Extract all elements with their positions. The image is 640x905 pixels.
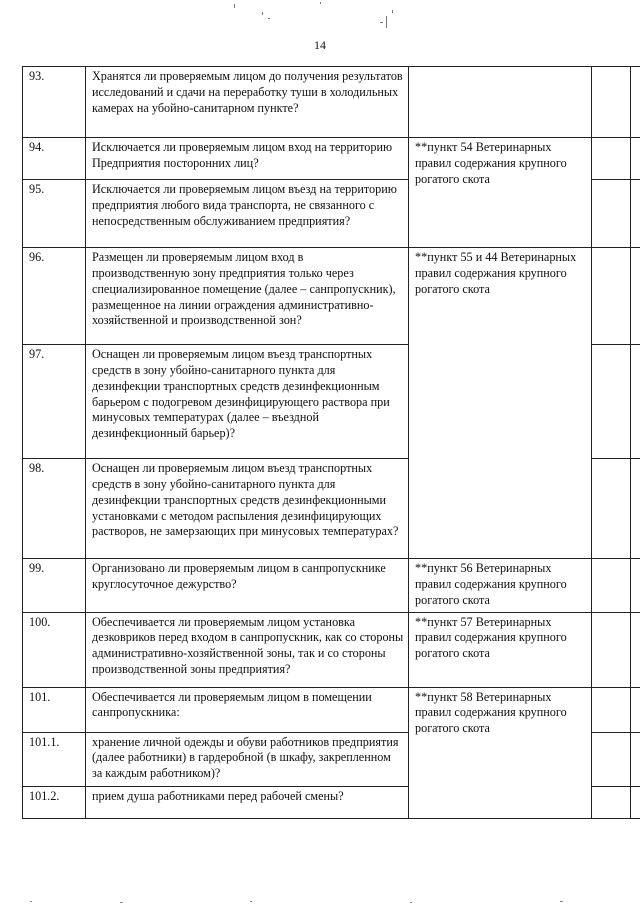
note-cell — [631, 786, 640, 818]
question-text: прием душа работниками перед рабочей смены? — [86, 786, 409, 818]
regulation-reference: **пункт 58 Ветеринарных правил содержания крупного рогатого скота — [415, 689, 567, 736]
answer-cell — [592, 180, 631, 248]
question-text: Организовано ли проверяемым лицом в санпропускнике круглосуточное дежурство? — [86, 559, 409, 613]
row-number: 99. — [23, 559, 86, 613]
answer-cell — [592, 559, 631, 613]
reference-cell — [409, 67, 592, 138]
scan-noise — [0, 0, 640, 30]
question-text: Исключается ли проверяемым лицом въезд на территорию предприятия любого вида транспорта, не связанного с непосредственным обслуживанием предприятия? — [86, 180, 409, 248]
page-number: 14 — [314, 38, 326, 52]
checklist-table — [22, 66, 640, 819]
answer-cell — [592, 687, 631, 732]
reference-cell — [409, 138, 592, 248]
answer-cell — [592, 612, 631, 687]
reference-cell — [409, 559, 592, 613]
regulation-reference: **пункт 56 Ветеринарных правил содержания крупного рогатого скота — [415, 561, 567, 607]
answer-cell — [592, 732, 631, 786]
row-number: 100. — [23, 612, 86, 687]
table-row — [23, 687, 640, 732]
row-number: 101.2. — [23, 786, 86, 818]
answer-cell — [592, 138, 631, 180]
note-cell — [631, 180, 640, 248]
table-row — [23, 138, 640, 180]
regulation-reference: **пункт 55 и 44 Ветеринарных правил содержания крупного рогатого скота — [415, 250, 577, 296]
regulation-reference: **пункт 54 Ветеринарных правил содержания крупного рогатого скота — [415, 140, 567, 186]
table-row — [23, 612, 640, 687]
note-cell — [631, 67, 640, 138]
note-cell — [631, 459, 640, 559]
row-number: 94. — [23, 138, 86, 180]
note-cell — [631, 138, 640, 180]
question-text: Оснащен ли проверяемым лицом въезд транспортных средств в зону убойно-санитарного пункта для дезинфекции транспортных средств дезинфекционными установками с методом распыления дезинфицирующих растворов, не замерзающих при минусовых температурах? — [86, 459, 409, 559]
table-row — [23, 67, 640, 138]
answer-cell — [592, 67, 631, 138]
row-number: 95. — [23, 180, 86, 248]
row-number: 93. — [23, 67, 86, 138]
row-number: 98. — [23, 459, 86, 559]
reference-cell — [409, 687, 592, 818]
row-number: 101. — [23, 687, 86, 732]
question-text: Исключается ли проверяемым лицом вход на территорию Предприятия посторонних лиц? — [86, 138, 409, 180]
table-row — [23, 559, 640, 613]
question-text: хранение личной одежды и обуви работников предприятия (далее работники) в гардеробной (в шкафу, закрепленном за каждым работником)? — [86, 732, 409, 786]
scan-noise-bottom — [0, 892, 640, 905]
reference-cell — [409, 248, 592, 559]
note-cell — [631, 345, 640, 459]
row-number: 101.1. — [23, 732, 86, 786]
note-cell — [631, 248, 640, 345]
note-cell — [631, 687, 640, 732]
row-number: 97. — [23, 345, 86, 459]
regulation-reference: **пункт 57 Ветеринарных правил содержания крупного рогатого скота — [415, 614, 567, 661]
note-cell — [631, 612, 640, 687]
reference-cell — [409, 612, 592, 687]
question-text: Хранятся ли проверяемым лицом до получения результатов исследований и сдачи на переработку туши в холодильных камерах на убойно-санитарном пункте? — [86, 67, 409, 138]
checklist-table-wrap — [22, 66, 619, 881]
question-text: Оснащен ли проверяемым лицом въезд транспортных средств в зону убойно-санитарного пункта для дезинфекции транспортных средств дезинфекционным барьером с подогревом дезинфицирующего раствора при минусовых температурах (далее – въездной дезинфекционный барьер)? — [86, 345, 409, 459]
answer-cell — [592, 345, 631, 459]
question-text: Размещен ли проверяемым лицом вход в производственную зону предприятия только через специализированное помещение (далее – санпропускник), размещенное на линии ограждения административно-хозяйственной и производственной зон? — [86, 248, 409, 345]
answer-cell — [592, 248, 631, 345]
row-number: 96. — [23, 248, 86, 345]
table-row — [23, 248, 640, 345]
question-text: Обеспечивается ли проверяемым лицом установка дезковриков перед входом в санпропускник, как со стороны административно-хозяйственной зоны, так и со стороны производственной зоны предприятия? — [86, 612, 409, 687]
answer-cell — [592, 459, 631, 559]
note-cell — [631, 732, 640, 786]
note-cell — [631, 559, 640, 613]
answer-cell — [592, 786, 631, 818]
question-text: Обеспечивается ли проверяемым лицом в помещении санпропускника: — [86, 687, 409, 732]
